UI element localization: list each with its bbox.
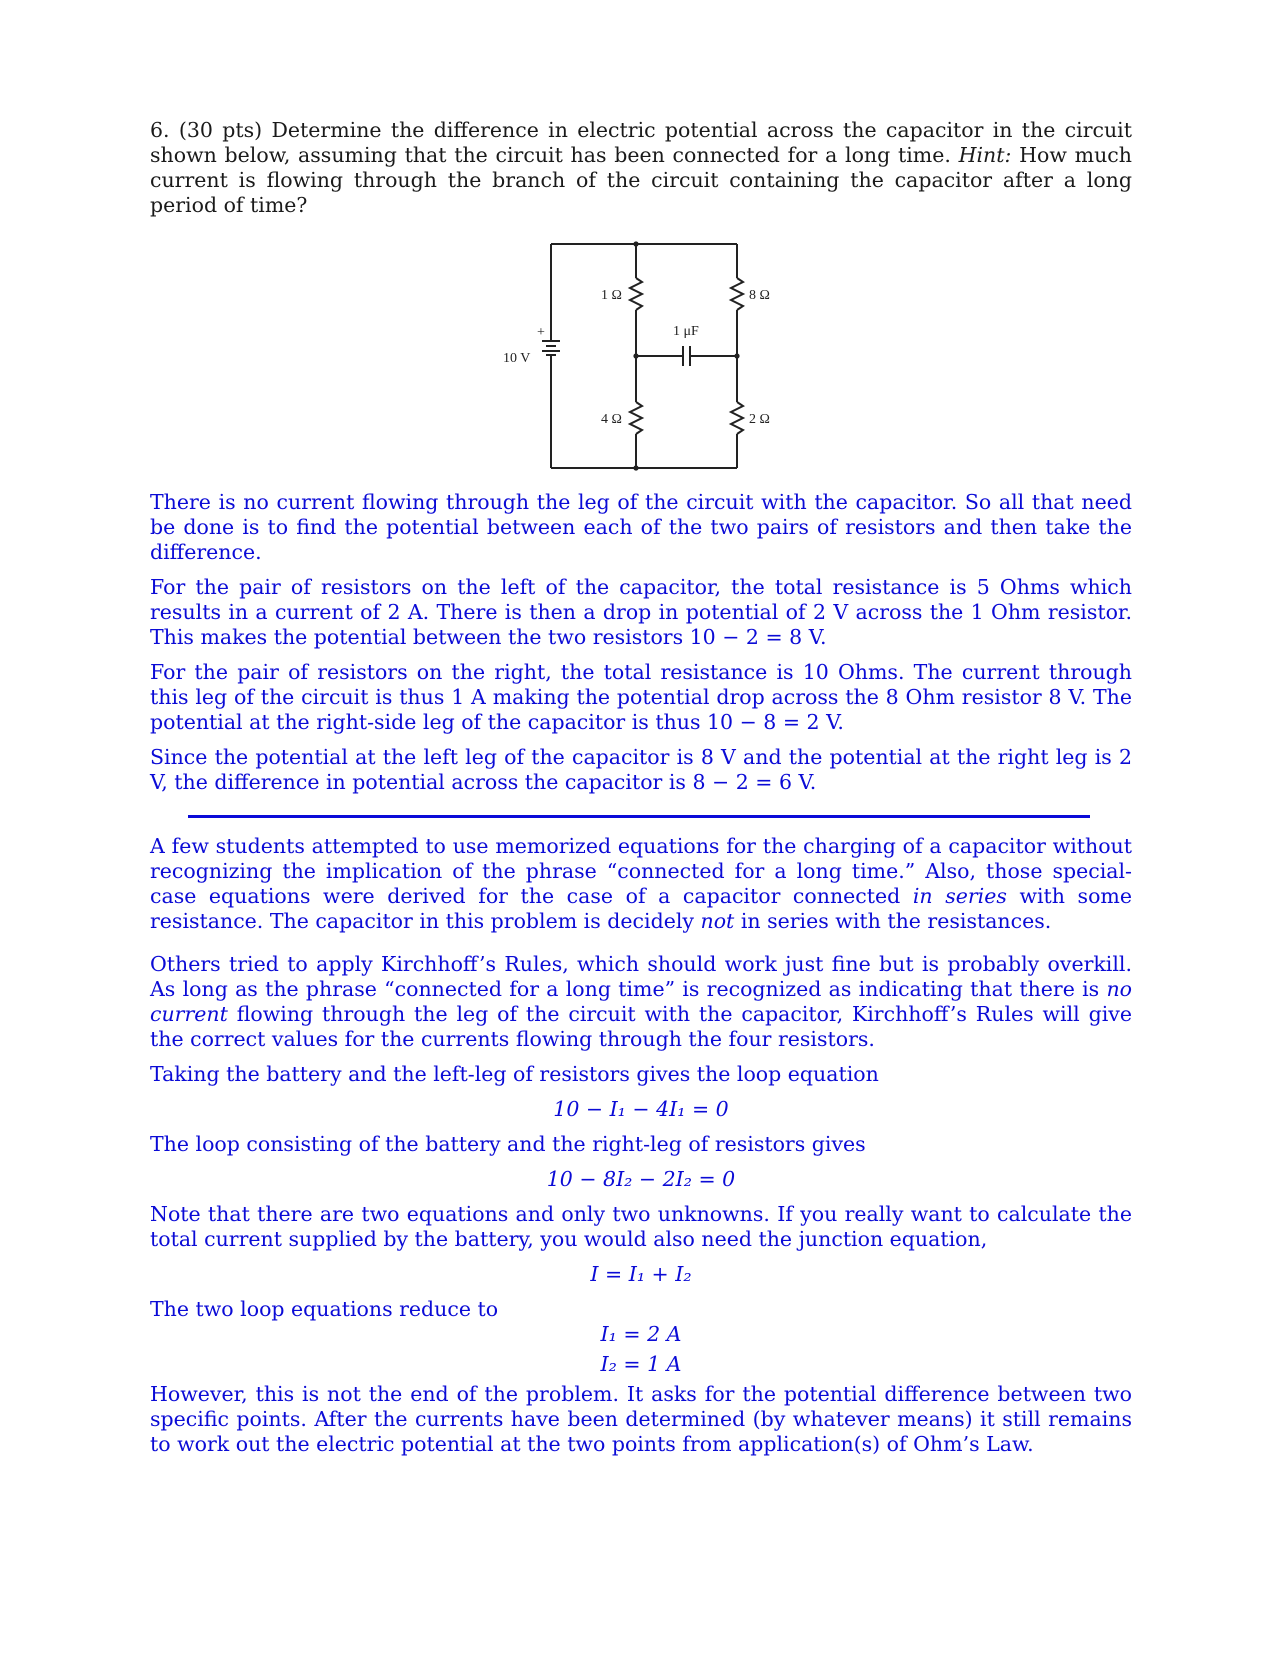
c2-emphasis-no-current: no current: [150, 977, 1132, 1026]
circuit-diagram: [431, 238, 851, 478]
eq1-text: 10 − I₁ − 4I₁ = 0: [553, 1097, 729, 1121]
eq3-text: I = I₁ + I₂: [590, 1262, 692, 1286]
problem-text: [150, 118, 1132, 218]
r2-label: 2 Ω: [749, 412, 770, 427]
equation-result-i1: [150, 1322, 1132, 1347]
problem-number: 6.: [150, 118, 170, 142]
section-divider: [188, 815, 1090, 818]
equation-loop-right: [150, 1167, 1132, 1192]
battery-label: 10 V: [503, 351, 531, 366]
solution-p2: For the pair of resistors on the left of the capacitor, the total resistance is 5 Ohms which results in a current of 2 A. There is then a drop in potential of 2 V across the 1 Ohm resistor. This makes the potential between the two resistors 10 − 2 = 8 V.: [150, 575, 1132, 649]
c1-part-c: in series with the resistances.: [740, 909, 1052, 933]
commentary-p3: Taking the battery and the left-leg of resistors gives the loop equation: [150, 1062, 879, 1086]
resistor-1-ohm: [630, 278, 642, 310]
c1-part-b: with some resistance. The capacitor in this problem is decidely: [150, 884, 1132, 933]
commentary-p7: However, this is not the end of the problem. It asks for the potential difference between two specific points. After the currents have been determined (by whatever means) it still remains to work out the electric potential at the two points from application(s) of Ohm’s Law.: [150, 1382, 1132, 1456]
battery-plus: +: [537, 325, 545, 340]
resistor-8-ohm: [731, 278, 743, 310]
resistor-4-ohm: [630, 402, 642, 434]
solution-p4: Since the potential at the left leg of the capacitor is 8 V and the potential at the right leg is 2 V, the difference in potential across the capacitor is 8 − 2 = 6 V.: [150, 745, 1132, 794]
c2-part-b: flowing through the leg of the circuit with the capacitor, Kirchhoff’s Rules will give the correct values for the currents flowing through the four resistors.: [150, 1002, 1132, 1051]
commentary-p4: The loop consisting of the battery and the right-leg of resistors gives: [150, 1132, 866, 1156]
hint-label: Hint:: [958, 143, 1012, 167]
solution-block: [150, 490, 1132, 795]
problem-statement: [150, 118, 1132, 478]
commentary-p6: The two loop equations reduce to: [150, 1297, 499, 1321]
c2-part-a: Others tried to apply Kirchhoff’s Rules, which should work just fine but is probably overkill. As long as the phrase “connected for a long time” is recognized as indicating that there is: [150, 952, 1132, 1001]
eq5-text: I₂ = 1 A: [600, 1352, 682, 1376]
hint-text: How much current is flowing through the branch of the circuit containing the capacitor after a long period of time?: [150, 143, 1132, 217]
solution-p3: For the pair of resistors on the right, the total resistance is 10 Ohms. The current through this leg of the circuit is thus 1 A making the potential drop across the 8 Ohm resistor 8 V. The potential at the right-side leg of the capacitor is thus 10 − 8 = 2 V.: [150, 660, 1132, 734]
solution-p1: There is no current flowing through the leg of the circuit with the capacitor. So all that need be done is to find the potential between each of the two pairs of resistors and then take the difference.: [150, 490, 1132, 564]
problem-points: (30 pts): [178, 118, 263, 142]
resistor-2-ohm: [731, 402, 743, 434]
c1-emphasis-in-series: in series: [912, 884, 1007, 908]
c1-part-a: A few students attempted to use memorized equations for the charging of a capacitor without recognizing the implication of the phrase “connected for a long time.” Also, those special-case equations were derived for the case of a capacitor connected: [150, 834, 1132, 908]
node-cap-right: [734, 353, 739, 358]
r1-label: 1 Ω: [601, 288, 622, 303]
r8-label: 8 Ω: [749, 288, 770, 303]
equation-result-i2: [150, 1352, 1132, 1377]
problem-body: Determine the difference in electric potential across the capacitor in the circuit shown below, assuming that the circuit has been connected for a long time.: [150, 118, 1132, 167]
equation-junction: [150, 1262, 1132, 1287]
eq4-text: I₁ = 2 A: [600, 1322, 682, 1346]
capacitor-label: 1 μF: [673, 324, 699, 339]
commentary-p1: [150, 834, 1132, 934]
commentary-p5: Note that there are two equations and only two unknowns. If you really want to calculate the total current supplied by the battery, you would also need the junction equation,: [150, 1202, 1132, 1251]
node-cap-left: [633, 353, 638, 358]
equation-loop-left: [150, 1097, 1132, 1122]
eq2-text: 10 − 8I₂ − 2I₂ = 0: [546, 1167, 736, 1191]
r4-label: 4 Ω: [601, 412, 622, 427]
c1-emphasis-not: not: [700, 909, 735, 933]
node-bottom-middle: [633, 465, 638, 470]
node-top-middle: [633, 241, 638, 246]
commentary-p2: [150, 952, 1132, 1052]
commentary-block: [150, 834, 1132, 1457]
